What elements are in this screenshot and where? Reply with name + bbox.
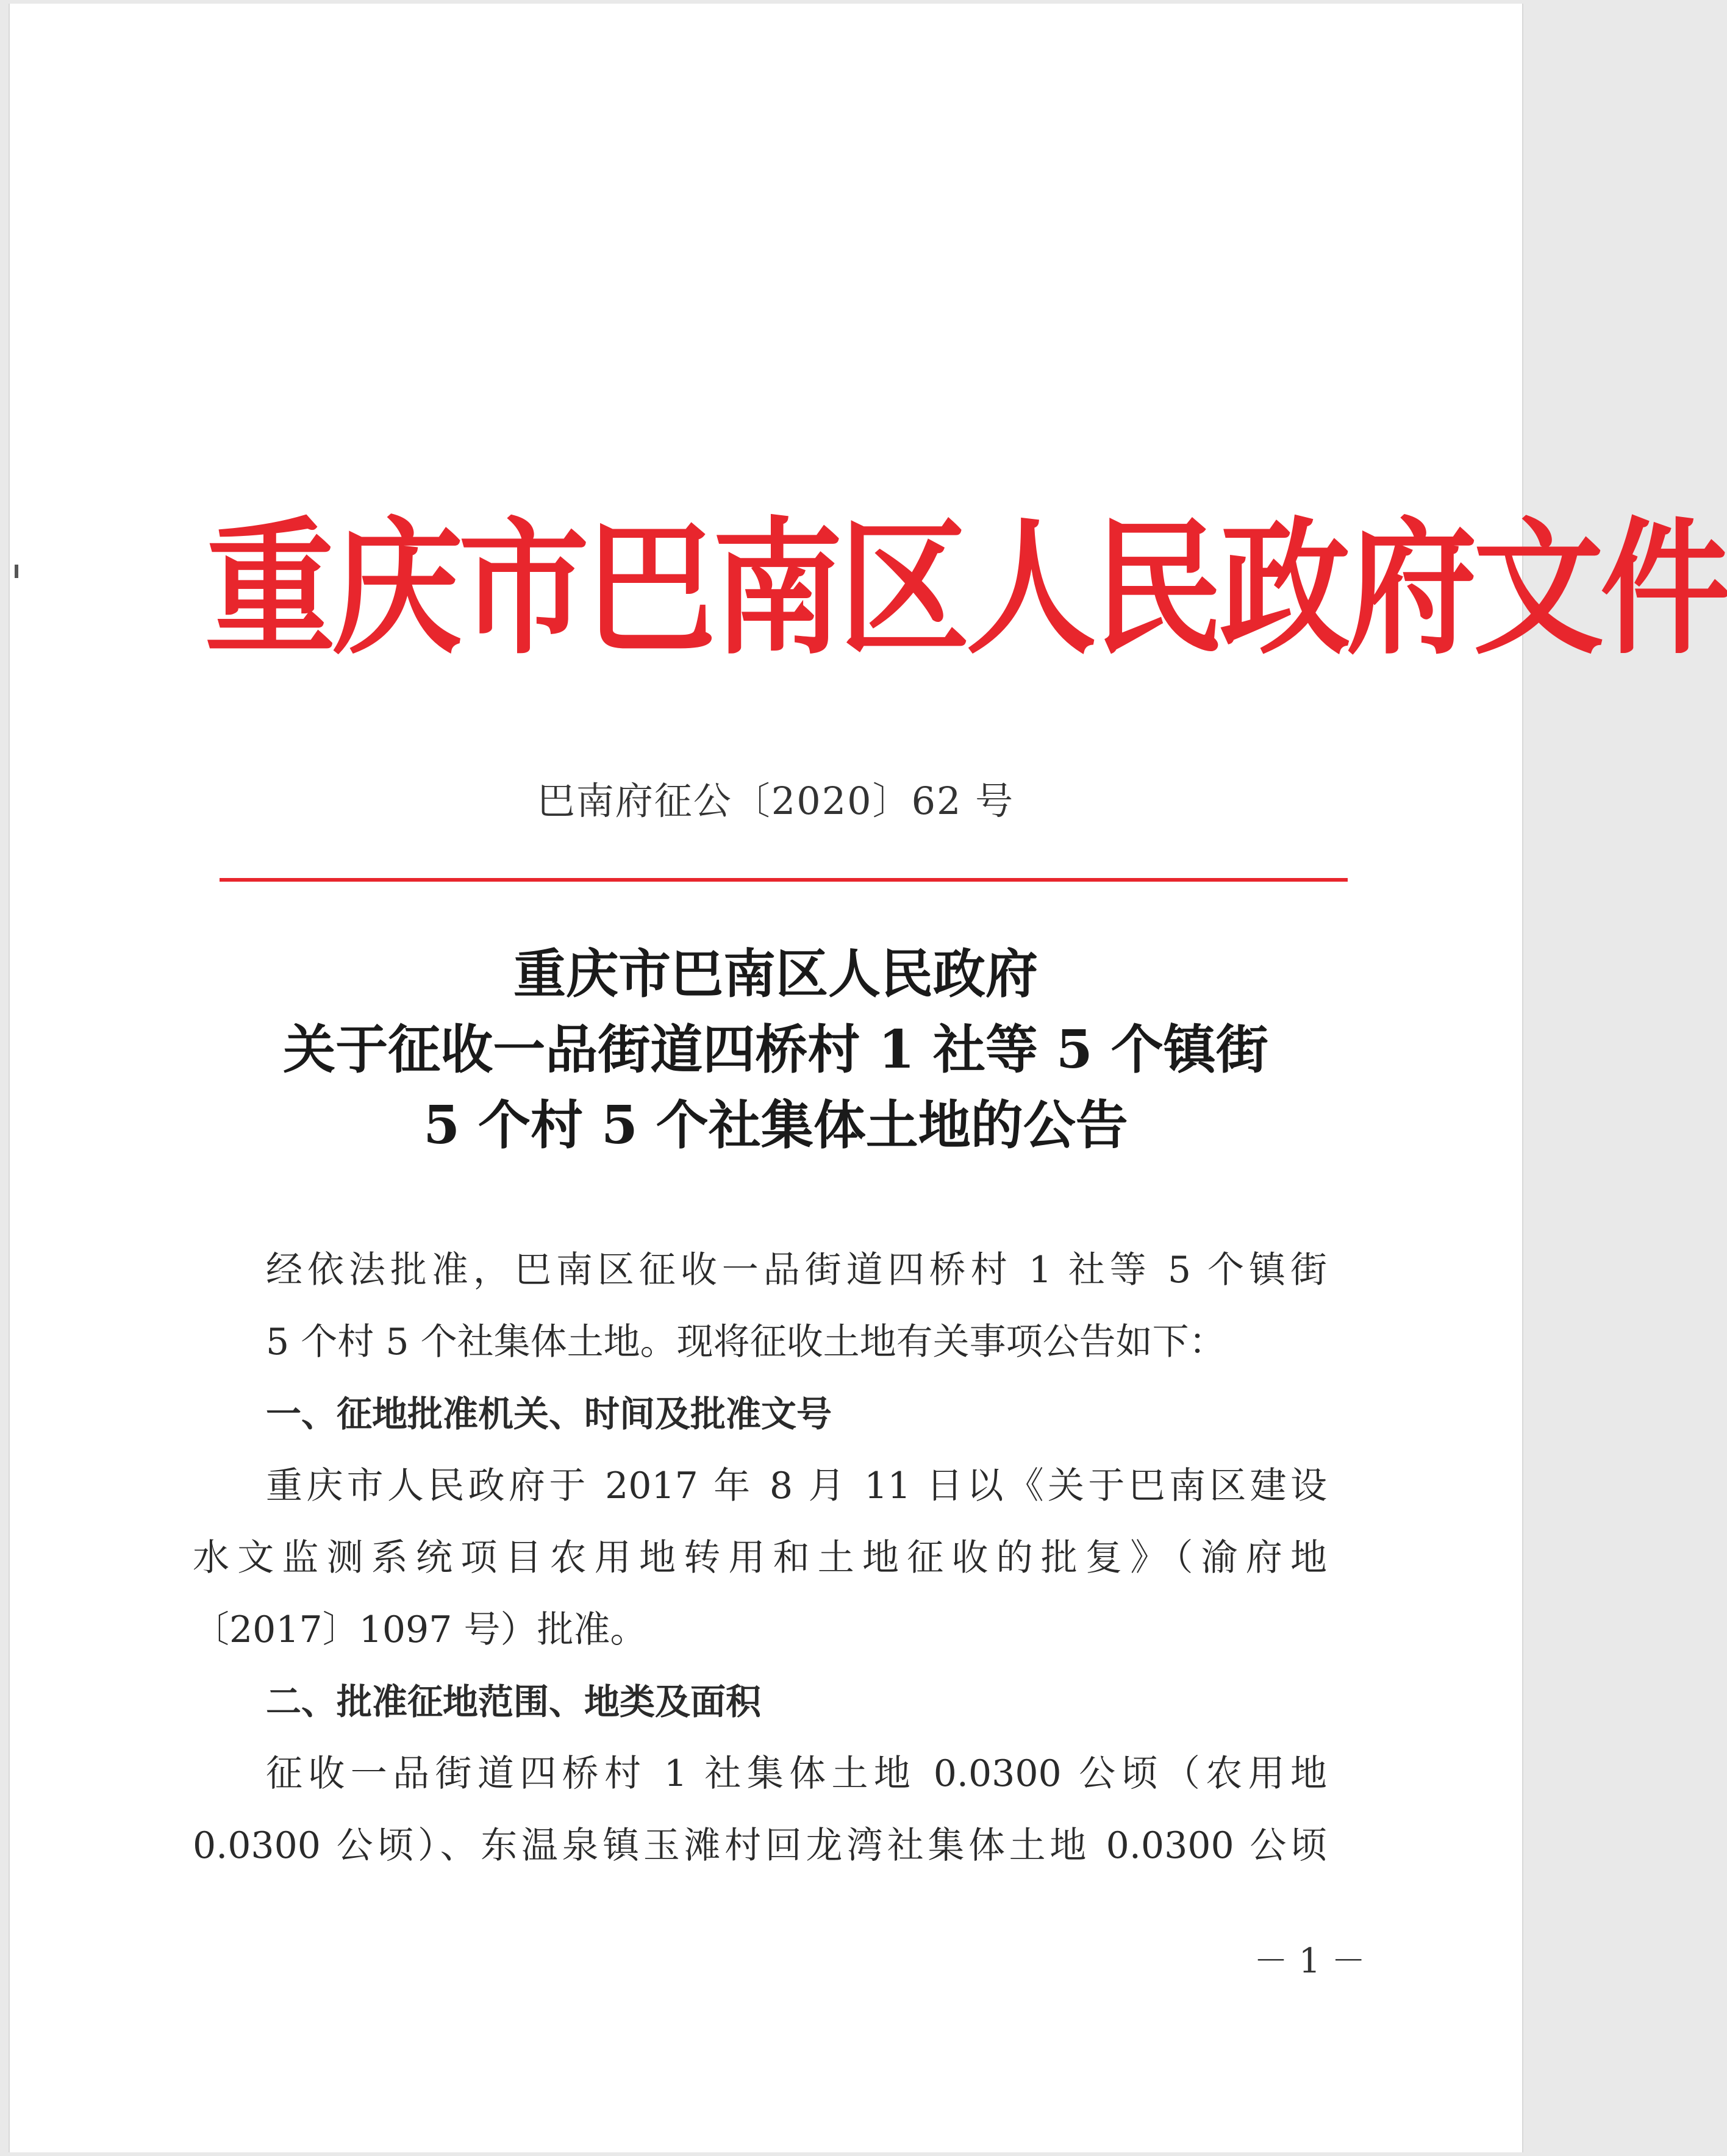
document-number: 巴南府征公〔2020〕62 号 xyxy=(537,779,1015,823)
document-title xyxy=(10,937,1542,1163)
section-2-heading: 二、批准征地范围、地类及面积 xyxy=(266,1681,762,1722)
page-number: － 1 － xyxy=(1254,1941,1366,1981)
title-line-2: 关于征收一品街道四桥村 1 社等 5 个镇街 xyxy=(283,1019,1268,1080)
section-1-line-1: 重庆市人民政府于 2017 年 8 月 11 日以《关于巴南区建设 xyxy=(266,1465,1327,1507)
title-line-3: 5 个村 5 个社集体土地的公告 xyxy=(423,1094,1128,1156)
section-1-line-3: 〔2017〕1097 号）批准。 xyxy=(193,1608,647,1651)
document-page xyxy=(9,4,1727,2152)
section-1-line-2: 水文监测系统项目农用地转用和土地征收的批复》（渝府地 xyxy=(193,1537,1327,1579)
title-line-1: 重庆市巴南区人民政府 xyxy=(513,943,1038,1005)
red-header-title: 重庆市巴南区人民政府文件 xyxy=(205,502,1727,674)
scan-mark xyxy=(15,565,18,578)
document-body xyxy=(193,1234,1327,1882)
section-1-heading: 一、征地批准机关、时间及批准文号 xyxy=(266,1393,832,1435)
intro-line-2: 5 个村 5 个社集体土地。现将征收土地有关事项公告如下： xyxy=(266,1321,1226,1363)
intro-line-1: 经依法批准，巴南区征收一品街道四桥村 1 社等 5 个镇街 xyxy=(266,1249,1327,1291)
red-divider-line xyxy=(220,878,1348,882)
section-2-line-1: 征收一品街道四桥村 1 社集体土地 0.0300 公顷（农用地 xyxy=(266,1752,1327,1795)
section-2-line-2: 0.0300 公顷）、东温泉镇玉滩村回龙湾社集体土地 0.0300 公顷 xyxy=(193,1824,1327,1867)
